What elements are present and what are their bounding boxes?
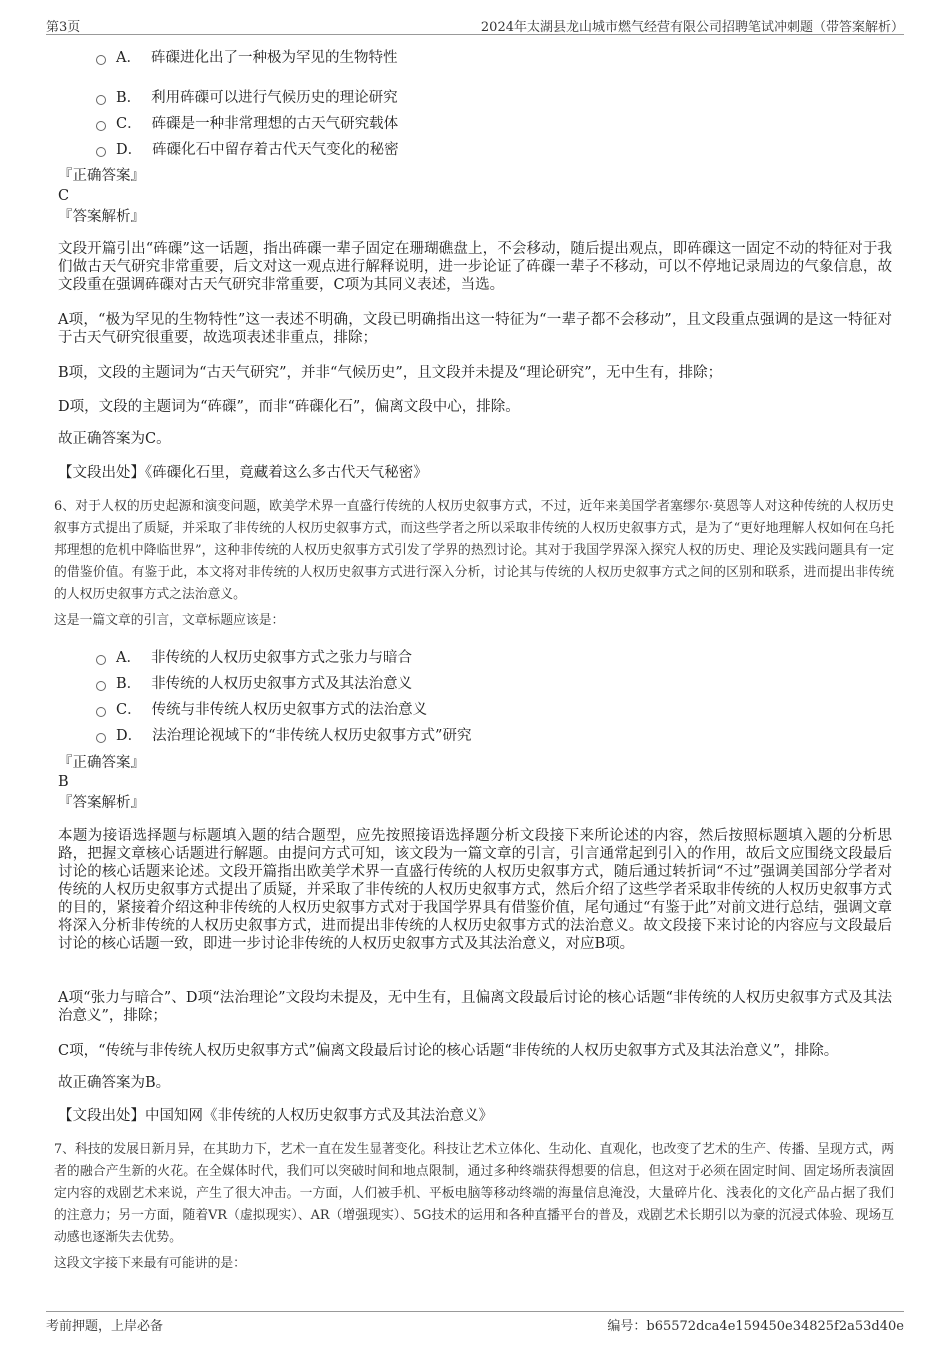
q5-option-a[interactable]: A． 砗磲进化出了一种极为罕见的生物特性: [96, 48, 397, 68]
question-stem: 7、科技的发展日新月异，在其助力下，艺术一直在发生显著变化。科技让艺术立体化、生动化、直观化，也改变了艺术的生产、传播、呈现方式，两者的融合产生新的火花。在全媒体时代，我们可以突破时间和地点限制，通过多种终端获得想要的信息，但这对于必须在固定时间、固定场所表演固定内容的戏剧艺术来说，产生了很大冲击。一方面，人们被手机、平板电脑等移动终端的海量信息淹没，大量碎片化、浅表化的文化产品占据了我们的注意力；另一方面，随着VR（虚拟现实）、AR（增强现实）、5G技术的运用和各种直播平台的普及，戏剧艺术长期引以为豪的沉浸式体验、现场互动感也逐渐失去优势。: [54, 1142, 894, 1245]
page-header: [46, 14, 904, 35]
q6-option-b[interactable]: B． 非传统的人权历史叙事方式及其法治意义: [96, 674, 412, 694]
correct-answer-label: 『正确答案』: [58, 168, 145, 184]
radio-icon[interactable]: [96, 95, 106, 105]
analysis-paragraph: A项，“极为罕见的生物特性”这一表述不明确，文段已明确指出这一特征为“一辈子都不会移动”，且文段重点强调的是这一特征对于古天气研究很重要，故选项表述非重点，排除；: [58, 312, 892, 346]
q6-option-a[interactable]: A． 非传统的人权历史叙事方式之张力与暗合: [96, 648, 412, 668]
q5-option-b[interactable]: B． 利用砗磲可以进行气候历史的理论研究: [96, 88, 398, 108]
radio-icon[interactable]: [96, 147, 106, 157]
correct-answer: C: [58, 188, 70, 204]
source-citation: 【文段出处】中国知网《非传统的人权历史叙事方式及其法治意义》: [58, 1108, 493, 1124]
page-number: 第3页: [46, 20, 81, 35]
question-prompt: 这是一篇文章的引言，文章标题应该是：: [54, 613, 285, 628]
analysis-paragraph: A项“张力与暗合”、D项“法治理论”文段均未提及，无中生有，且偏离文段最后讨论的核心话题“非传统的人权历史叙事方式及其法治意义”，排除；: [58, 990, 892, 1024]
correct-answer-label: 『正确答案』: [58, 755, 145, 771]
q5-option-c[interactable]: C． 砗磲是一种非常理想的古天气研究载体: [96, 114, 398, 134]
document-title: 2024年太湖县龙山城市燃气经营有限公司招聘笔试冲刺题（带答案解析）: [480, 20, 904, 35]
analysis-paragraph: 故正确答案为C。: [58, 431, 171, 447]
analysis-label: 『答案解析』: [58, 209, 145, 225]
question-prompt: 这段文字接下来最有可能讲的是：: [54, 1256, 246, 1271]
page-footer: [46, 1311, 904, 1338]
analysis-paragraph: 故正确答案为B。: [58, 1075, 171, 1091]
question-stem: 6、对于人权的历史起源和演变问题，欧美学术界一直盛行传统的人权历史叙事方式，不过，近年来美国学者塞缪尔·莫恩等人对这种传统的人权历史叙事方式提出了质疑，并采取了非传统的人权历史叙事方式，而这些学者之所以采取非传统的人权历史叙事方式，是为了“更好地理解人权如何在乌托邦理想的危机中降临世界”，这种非传统的人权历史叙事方式引发了学界的热烈讨论。其对于我国学界深入探究人权的历史、理论及实践问题具有一定的借鉴价值。有鉴于此，本文将对非传统的人权历史叙事方式进行深入分析，讨论其与传统的人权历史叙事方式之间的区别和联系，进而提出非传统的人权历史叙事方式之法治意义。: [54, 499, 894, 602]
q5-option-d[interactable]: D． 砗磲化石中留存着古代天气变化的秘密: [96, 140, 399, 160]
analysis-paragraph: B项，文段的主题词为“古天气研究”，并非“气候历史”，且文段并未提及“理论研究”，无中生有，排除；: [58, 365, 723, 381]
q6-option-c[interactable]: C． 传统与非传统人权历史叙事方式的法治意义: [96, 700, 427, 720]
analysis-paragraph: 文段开篇引出“砗磲”这一话题，指出砗磲一辈子固定在珊瑚礁盘上，不会移动，随后提出观点，即砗磲这一固定不动的特征对于我们做古天气研究非常重要，后文对这一观点进行解释说明，进一步论证了砗磲一辈子不移动，可以不停地记录周边的气象信息，故文段重在强调砗磲对古天气研究非常重要，C项为其同义表述，当选。: [58, 241, 892, 293]
analysis-label: 『答案解析』: [58, 795, 145, 811]
source-citation: 【文段出处】《砗磲化石里，竟藏着这么多古代天气秘密》: [58, 465, 428, 481]
radio-icon[interactable]: [96, 655, 106, 665]
document-id: 编号：b65572dca4e159450e34825f2a53d40e: [607, 1319, 904, 1334]
q6-option-d[interactable]: D． 法治理论视域下的“非传统人权历史叙事方式”研究: [96, 726, 471, 746]
radio-icon[interactable]: [96, 55, 106, 65]
correct-answer: B: [58, 774, 69, 790]
analysis-paragraph: D项，文段的主题词为“砗磲”，而非“砗磲化石”，偏离文段中心，排除。: [58, 399, 520, 415]
radio-icon[interactable]: [96, 707, 106, 717]
footer-slogan: 考前押题，上岸必备: [46, 1319, 164, 1334]
radio-icon[interactable]: [96, 121, 106, 131]
radio-icon[interactable]: [96, 733, 106, 743]
analysis-paragraph: C项，“传统与非传统人权历史叙事方式”偏离文段最后讨论的核心话题“非传统的人权历史叙事方式及其法治意义”，排除。: [58, 1043, 839, 1059]
analysis-paragraph: 本题为接语选择题与标题填入题的结合题型，应先按照接语选择题分析文段接下来所论述的内容，然后按照标题填入题的分析思路，把握文章核心话题进行解题。由提问方式可知，该文段为一篇文章的引言，引言通常起到引入的作用，故后文应围绕文段最后讨论的核心话题来论述。文段开篇指出欧美学术界一直盛行传统的人权历史叙事方式，随后通过转折词“不过”强调美国部分学者对传统的人权历史叙事方式提出了质疑，并采取了非传统的人权历史叙事方式，然后介绍了这些学者采取非传统的人权历史叙事方式的目的，紧接着介绍这种非传统的人权历史叙事方式对于我国学界具有借鉴价值，尾句通过“有鉴于此”对前文进行总结，强调文章将深入分析非传统的人权历史叙事方式，进而提出非传统的人权历史叙事方式的法治意义。故文段接下来讨论的内容应与文段最后讨论的核心话题一致，即进一步讨论非传统的人权历史叙事方式及其法治意义，对应B项。: [58, 828, 892, 952]
radio-icon[interactable]: [96, 681, 106, 691]
